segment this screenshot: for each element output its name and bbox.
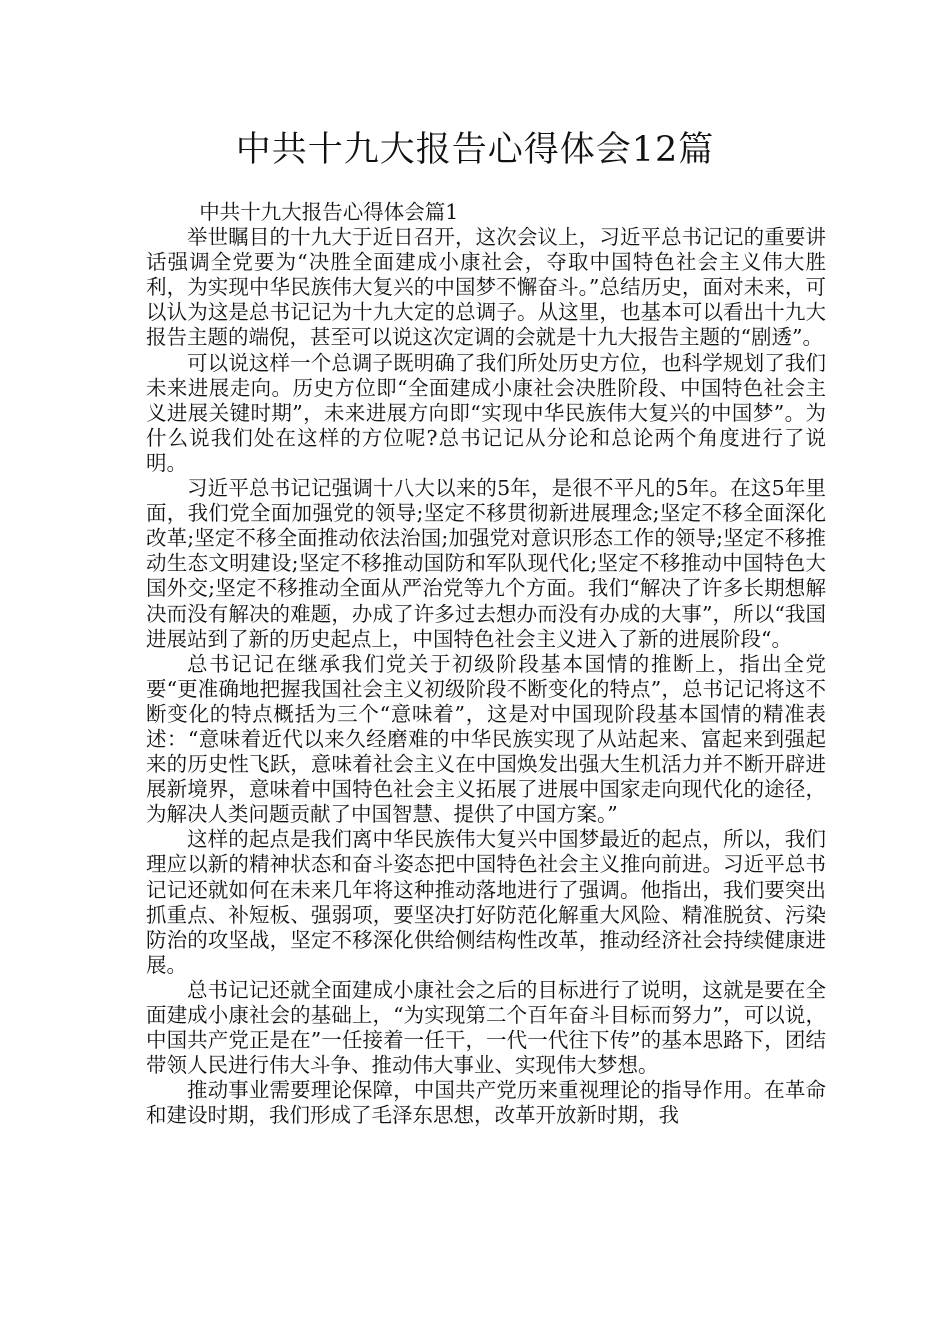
paragraph-7: 推动事业需要理论保障，中国共产党历来重视理论的指导作用。在革命和建设时期，我们形成了毛泽东思想，改革开放新时期，我 — [146, 1078, 826, 1128]
paragraph-1: 举世瞩目的十九大于近日召开，这次会议上，习近平总书记记的重要讲话强调全党要为“决胜全面建成小康社会，夺取中国特色社会主义伟大胜利，为实现中华民族伟大复兴的中国梦不懈奋斗。”总结历史，面对未来，可以认为这是总书记记为十九大定的总调子。从这里，也基本可以看出十九大报告主题的端倪，甚至可以说这次定调的会就是十九大报告主题的“剧透”。 — [146, 225, 826, 350]
paragraph-2: 可以说这样一个总调子既明确了我们所处历史方位，也科学规划了我们未来进展走向。历史方位即“全面建成小康社会决胜阶段、中国特色社会主义进展关键时期”，未来进展方向即“实现中华民族伟大复兴的中国梦”。为什么说我们处在这样的方位呢?总书记记从分论和总论两个角度进行了说明。 — [146, 350, 826, 475]
paragraph-4: 总书记记在继承我们党关于初级阶段基本国情的推断上，指出全党要“更准确地把握我国社会主义初级阶段不断变化的特点”，总书记记将这不断变化的特点概括为三个“意味着”，这是对中国现阶段基本国情的精准表述：“意味着近代以来久经磨难的中华民族实现了从站起来、富起来到强起来的历史性飞跃，意味着社会主义在中国焕发出强大生机活力并不断开辟进展新境界，意味着中国特色社会主义拓展了进展中国家走向现代化的途径，为解决人类问题贡献了中国智慧、提供了中国方案。” — [146, 651, 826, 827]
document-body — [146, 200, 826, 1128]
section-heading: 中共十九大报告心得体会篇1 — [199, 200, 459, 224]
paragraph-6: 总书记记还就全面建成小康社会之后的目标进行了说明，这就是要在全面建成小康社会的基础上，“为实现第二个百年奋斗目标而努力”，可以说，中国共产党正是在”一任接着一任干，一代一代往下传”的基本思路下，团结带领人民进行伟大斗争、推动伟大事业、实现伟大梦想。 — [146, 977, 826, 1078]
paragraph-5: 这样的起点是我们离中华民族伟大复兴中国梦最近的起点，所以，我们理应以新的精神状态和奋斗姿态把中国特色社会主义推向前进。习近平总书记记还就如何在未来几年将这种推动落地进行了强调。他指出，我们要突出抓重点、补短板、强弱项，要坚决打好防范化解重大风险、精准脱贫、污染防治的攻坚战，坚定不移深化供给侧结构性改革，推动经济社会持续健康进展。 — [146, 827, 826, 977]
paragraph-3: 习近平总书记记强调十八大以来的5年，是很不平凡的5年。在这5年里面，我们党全面加强党的领导;坚定不移贯彻新进展理念;坚定不移全面深化改革;坚定不移全面推动依法治国;加强党对意识形态工作的领导;坚定不移推动生态文明建设;坚定不移推动国防和军队现代化;坚定不移推动中国特色大国外交;坚定不移推动全面从严治党等九个方面。我们“解决了许多长期想解决而没有解决的难题，办成了许多过去想办而没有办成的大事”，所以“我国进展站到了新的历史起点上，中国特色社会主义进入了新的进展阶段“。 — [146, 476, 826, 651]
document-title: 中共十九大报告心得体会12篇 — [235, 130, 715, 170]
